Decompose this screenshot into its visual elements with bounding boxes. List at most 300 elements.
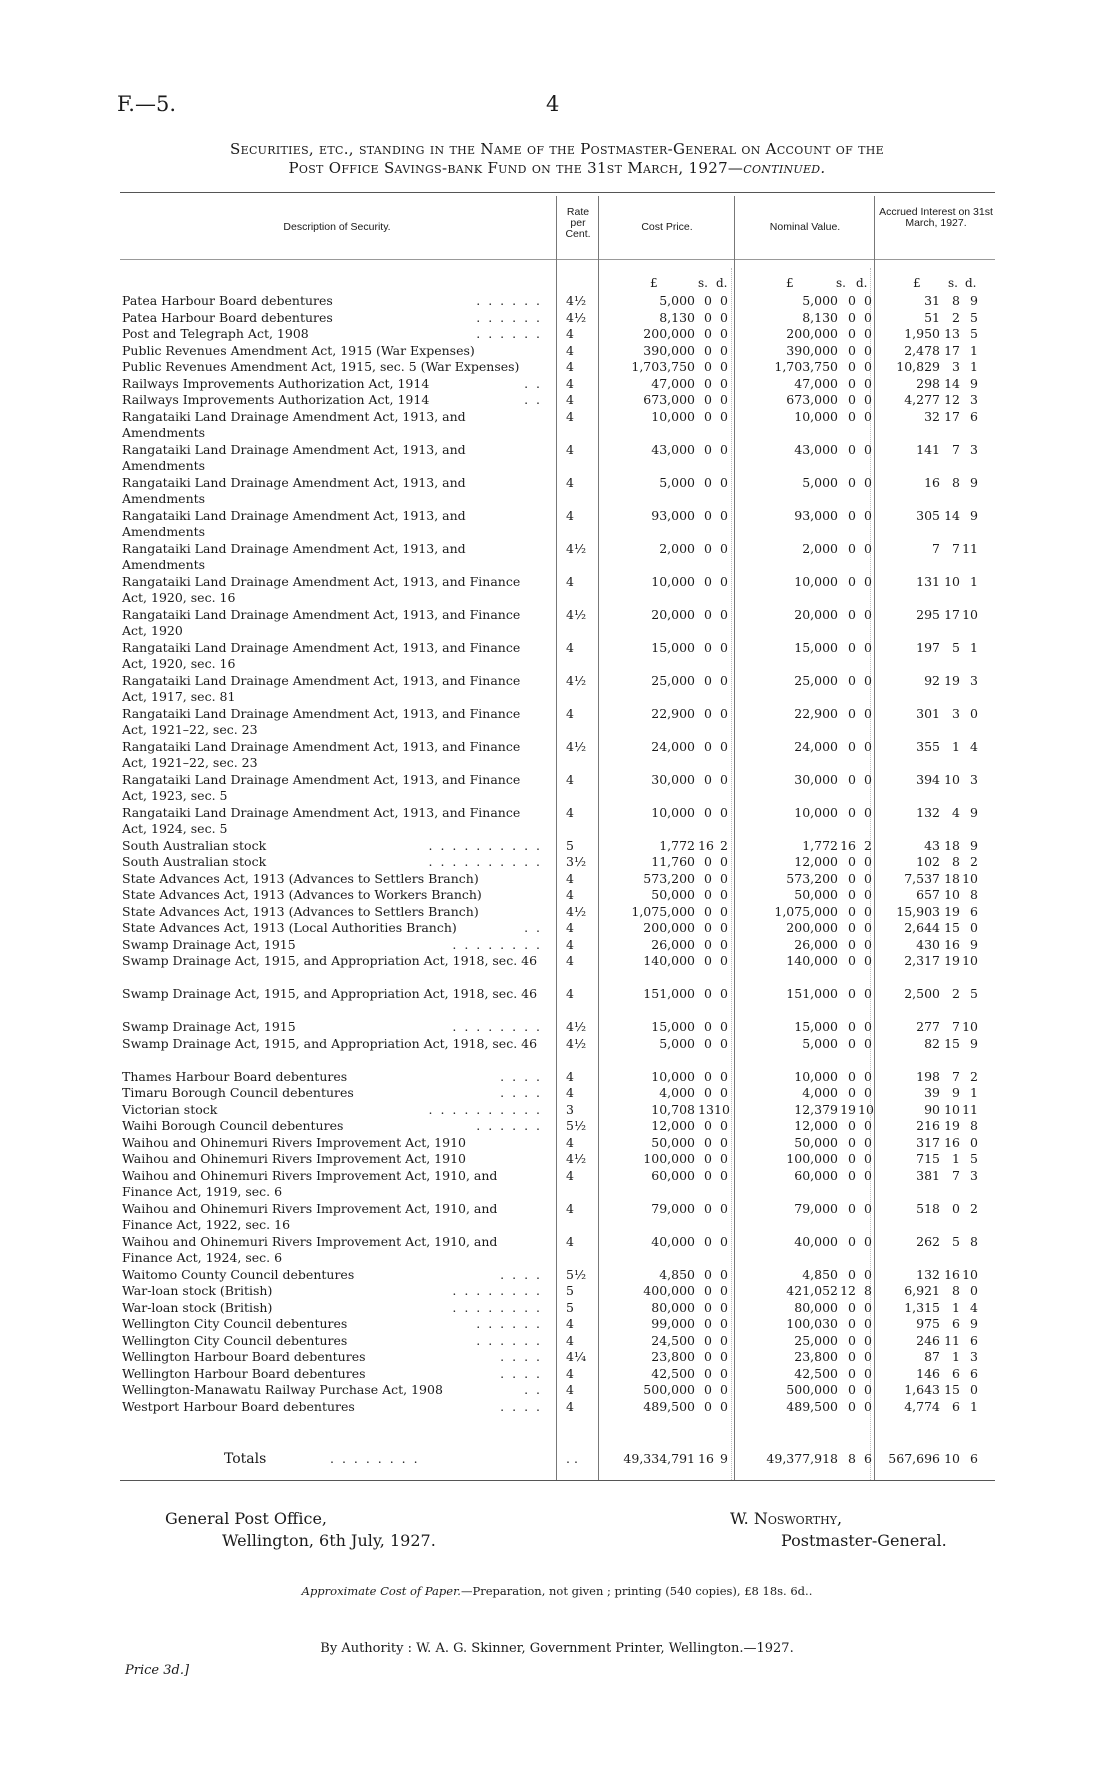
nominal-pence: 0 bbox=[864, 887, 872, 902]
cost-pounds: 673,000 bbox=[643, 392, 695, 407]
cost-pounds: 200,000 bbox=[643, 920, 695, 935]
interest-pence: 1 bbox=[970, 342, 978, 358]
security-description bbox=[122, 409, 542, 442]
interest-pounds: 2,317 bbox=[904, 953, 940, 968]
security-description bbox=[122, 1135, 542, 1152]
cost-pounds: 15,000 bbox=[651, 1019, 695, 1034]
interest-shillings: 6 bbox=[952, 1316, 960, 1331]
nominal-pounds: 100,030 bbox=[786, 1316, 838, 1331]
nominal-shillings: 0 bbox=[848, 1167, 856, 1183]
interest-shillings: 2 bbox=[952, 986, 960, 1001]
nominal-pounds: 93,000 bbox=[794, 507, 838, 523]
security-description-text: South Australian stock bbox=[122, 854, 267, 869]
rate-per-cent: 4 bbox=[566, 771, 574, 787]
cost-shillings: 0 bbox=[704, 953, 712, 968]
cost-pounds: 1,703,750 bbox=[631, 359, 695, 374]
cost-footnote-text: —Preparation, not given ; printing (540 copies), £8 18s. 6d.. bbox=[460, 1584, 813, 1598]
nominal-shillings: 0 bbox=[848, 507, 856, 523]
cost-shillings: 0 bbox=[704, 936, 712, 952]
col-divider bbox=[734, 196, 735, 1480]
security-description-text: Rangataiki Land Drainage Amendment Act, 1913, and Finance Act, 1921–22, sec. 23 bbox=[122, 738, 521, 770]
leader-dots: . . . . bbox=[500, 1085, 542, 1100]
nominal-shillings: 0 bbox=[848, 326, 856, 341]
nominal-pounds: 140,000 bbox=[786, 953, 838, 968]
security-description-text: Thames Harbour Board debentures bbox=[122, 1068, 348, 1084]
cost-shillings: 0 bbox=[704, 1200, 712, 1216]
cost-pence: 0 bbox=[720, 705, 728, 721]
security-description bbox=[122, 920, 542, 937]
cost-pence: 0 bbox=[720, 1349, 728, 1364]
security-description-text: Post and Telegraph Act, 1908 bbox=[122, 326, 309, 341]
leader-dots: . . . . . . . . bbox=[452, 936, 542, 952]
interest-pounds: 246 bbox=[916, 1332, 940, 1348]
rate-per-cent: 4 bbox=[566, 342, 574, 358]
rate-per-cent: 4 bbox=[566, 1316, 574, 1331]
security-description bbox=[122, 871, 542, 888]
interest-pounds: 301 bbox=[916, 705, 940, 721]
security-description-text: Waitomo County Council debentures bbox=[122, 1266, 355, 1282]
leader-dots: . . . . . . bbox=[476, 1332, 542, 1348]
interest-pence: 10 bbox=[962, 870, 978, 886]
nominal-pounds: 8,130 bbox=[802, 309, 838, 325]
cost-pence: 0 bbox=[720, 986, 728, 1001]
nominal-pence: 0 bbox=[864, 540, 872, 556]
interest-pounds: 262 bbox=[916, 1233, 940, 1249]
security-description-text: Railways Improvements Authorization Act, 1914 bbox=[122, 392, 430, 407]
nominal-shillings: 0 bbox=[848, 1035, 856, 1051]
nominal-shillings: 0 bbox=[848, 854, 856, 869]
interest-pounds: 132 bbox=[916, 804, 940, 820]
security-description bbox=[122, 1102, 542, 1119]
interest-shillings: 19 bbox=[944, 1118, 960, 1133]
interest-pounds: 518 bbox=[916, 1200, 940, 1216]
cost-shillings: 0 bbox=[704, 887, 712, 902]
interest-pounds: 15,903 bbox=[896, 903, 940, 919]
nominal-pence: 8 bbox=[864, 1283, 872, 1298]
interest-pounds: 2,644 bbox=[904, 920, 940, 935]
nominal-shillings: 0 bbox=[848, 1266, 856, 1282]
cost-pence: 0 bbox=[720, 1151, 728, 1166]
cost-shillings: 0 bbox=[704, 639, 712, 655]
security-description bbox=[122, 326, 542, 343]
interest-pounds: 2,478 bbox=[904, 342, 940, 358]
interest-shillings: 1 bbox=[952, 738, 960, 754]
nominal-pence: 0 bbox=[864, 507, 872, 523]
nominal-shillings: 0 bbox=[848, 359, 856, 374]
interest-pence: 9 bbox=[970, 1316, 978, 1331]
interest-pounds: 87 bbox=[924, 1349, 940, 1364]
security-description-text: State Advances Act, 1913 (Local Authorities Branch) bbox=[122, 920, 457, 935]
interest-pence: 9 bbox=[970, 474, 978, 490]
cost-pounds: 5,000 bbox=[659, 474, 695, 490]
security-description-text: Patea Harbour Board debentures bbox=[122, 293, 333, 308]
nominal-pounds: 10,000 bbox=[794, 408, 838, 424]
interest-pence: 6 bbox=[970, 408, 978, 424]
cost-shillings: 13 bbox=[698, 1101, 714, 1117]
interest-shillings: 6 bbox=[952, 1398, 960, 1414]
cost-shillings: 0 bbox=[704, 474, 712, 490]
security-description-text: Waihou and Ohinemuri Rivers Improvement Act, 1910 bbox=[122, 1134, 466, 1150]
nominal-pounds: 26,000 bbox=[794, 936, 838, 952]
header-bottom-rule bbox=[120, 259, 995, 260]
interest-shillings: 13 bbox=[944, 326, 960, 341]
interest-pence: 3 bbox=[970, 672, 978, 688]
nominal-pounds: 10,000 bbox=[794, 1068, 838, 1084]
cost-pence: 0 bbox=[720, 474, 728, 490]
interest-pence: 0 bbox=[970, 1283, 978, 1298]
nominal-pence: 0 bbox=[864, 672, 872, 688]
nominal-pounds: 390,000 bbox=[786, 342, 838, 358]
interest-pounds: 295 bbox=[916, 606, 940, 622]
cost-footnote bbox=[100, 1584, 1014, 1598]
nominal-pounds: 40,000 bbox=[794, 1233, 838, 1249]
security-description bbox=[122, 805, 542, 838]
leader-dots: . . . . bbox=[500, 1068, 542, 1084]
nominal-shillings: 0 bbox=[848, 540, 856, 556]
interest-pounds: 1,315 bbox=[904, 1299, 940, 1315]
cost-shillings: 0 bbox=[704, 1382, 712, 1397]
security-description bbox=[122, 1382, 542, 1399]
document-code: F.—5. bbox=[117, 92, 177, 116]
interest-pounds: 355 bbox=[916, 738, 940, 754]
interest-pounds: 10,829 bbox=[896, 359, 940, 374]
cost-pounds: 10,000 bbox=[651, 573, 695, 589]
rate-per-cent: 4 bbox=[566, 326, 574, 341]
nominal-pounds: 5,000 bbox=[802, 293, 838, 308]
security-description bbox=[122, 1168, 542, 1201]
cost-pounds: 23,800 bbox=[651, 1349, 695, 1364]
rate-per-cent: 3½ bbox=[566, 854, 587, 869]
interest-pounds: 90 bbox=[924, 1101, 940, 1117]
nominal-pounds: 421,052 bbox=[786, 1283, 838, 1298]
nominal-pounds: 200,000 bbox=[786, 326, 838, 341]
nominal-pounds: 12,000 bbox=[794, 1118, 838, 1133]
cost-shillings: 0 bbox=[704, 309, 712, 325]
interest-pence: 2 bbox=[970, 1068, 978, 1084]
nominal-pounds: 80,000 bbox=[794, 1299, 838, 1315]
nominal-shillings: 0 bbox=[848, 1085, 856, 1100]
security-description-text: Wellington City Council debentures bbox=[122, 1332, 348, 1348]
cost-pounds: 489,500 bbox=[643, 1398, 695, 1414]
leader-dots: . . bbox=[524, 920, 542, 935]
cost-pounds: 200,000 bbox=[643, 326, 695, 341]
interest-pence: 10 bbox=[962, 1266, 978, 1282]
interest-pounds: 317 bbox=[916, 1134, 940, 1150]
security-description bbox=[122, 1283, 542, 1300]
interest-pence: 11 bbox=[962, 540, 978, 556]
leader-dots: . . . . bbox=[500, 1266, 542, 1282]
interest-pence: 3 bbox=[970, 771, 978, 787]
rate-per-cent: 5 bbox=[566, 1283, 574, 1298]
rate-per-cent: 4 bbox=[566, 408, 574, 424]
interest-pounds: 298 bbox=[916, 375, 940, 391]
security-description-text: Wellington Harbour Board debentures bbox=[122, 1349, 366, 1364]
nominal-pounds: 24,000 bbox=[794, 738, 838, 754]
interest-pounds: 43 bbox=[924, 837, 940, 853]
interest-pence: 9 bbox=[970, 293, 978, 308]
cost-pounds: 12,000 bbox=[651, 1118, 695, 1133]
unit-shilling: s. bbox=[836, 276, 846, 290]
cost-pence: 0 bbox=[720, 1118, 728, 1133]
interest-pounds: 4,774 bbox=[904, 1398, 940, 1414]
security-description-text: Rangataiki Land Drainage Amendment Act, 1913, and Finance Act, 1923, sec. 5 bbox=[122, 771, 521, 803]
title-continued: continued. bbox=[743, 159, 826, 177]
nominal-pence: 10 bbox=[858, 1101, 874, 1117]
cost-shillings: 0 bbox=[704, 920, 712, 935]
rate-per-cent: 4 bbox=[566, 1332, 574, 1348]
interest-shillings: 18 bbox=[944, 837, 960, 853]
cost-shillings: 0 bbox=[704, 672, 712, 688]
cost-pence: 0 bbox=[720, 540, 728, 556]
rate-per-cent: 4 bbox=[566, 1382, 574, 1397]
cost-pounds: 400,000 bbox=[643, 1283, 695, 1298]
cost-pounds: 8,130 bbox=[659, 309, 695, 325]
security-description bbox=[122, 838, 542, 855]
totals-interest-pence: 6 bbox=[970, 1451, 978, 1466]
nominal-shillings: 0 bbox=[848, 1151, 856, 1166]
security-description-text: Public Revenues Amendment Act, 1915, sec. 5 (War Expenses) bbox=[122, 359, 520, 374]
security-description-text: Rangataiki Land Drainage Amendment Act, 1913, and Amendments bbox=[122, 408, 466, 440]
cost-pence: 0 bbox=[720, 507, 728, 523]
security-description bbox=[122, 1151, 542, 1168]
nominal-pounds: 43,000 bbox=[794, 441, 838, 457]
security-description-text: Wellington Harbour Board debentures bbox=[122, 1365, 366, 1381]
nominal-pence: 0 bbox=[864, 870, 872, 886]
nominal-pounds: 673,000 bbox=[786, 392, 838, 407]
security-description bbox=[122, 574, 542, 607]
security-description bbox=[122, 1399, 542, 1416]
security-description-text: Rangataiki Land Drainage Amendment Act, 1913, and Finance Act, 1920, sec. 16 bbox=[122, 573, 521, 605]
unit-shilling: s. bbox=[948, 276, 958, 290]
cost-pounds: 10,000 bbox=[651, 408, 695, 424]
leader-dots: . . . . . . bbox=[476, 326, 542, 341]
nominal-shillings: 0 bbox=[848, 1382, 856, 1397]
cost-pounds: 50,000 bbox=[651, 1134, 695, 1150]
cost-pounds: 24,500 bbox=[651, 1332, 695, 1348]
interest-shillings: 17 bbox=[944, 342, 960, 358]
cost-pounds: 2,000 bbox=[659, 540, 695, 556]
security-description bbox=[122, 475, 542, 508]
security-description bbox=[122, 392, 542, 409]
rate-per-cent: 4½ bbox=[566, 293, 587, 308]
security-description bbox=[122, 854, 542, 871]
cost-pence: 10 bbox=[714, 1101, 730, 1117]
cost-pounds: 93,000 bbox=[651, 507, 695, 523]
interest-pence: 6 bbox=[970, 903, 978, 919]
interest-shillings: 3 bbox=[952, 705, 960, 721]
nominal-shillings: 0 bbox=[848, 1365, 856, 1381]
cost-pounds: 20,000 bbox=[651, 606, 695, 622]
nominal-pence: 0 bbox=[864, 854, 872, 869]
page-number: 4 bbox=[546, 92, 560, 116]
interest-pence: 6 bbox=[970, 1365, 978, 1381]
cost-shillings: 0 bbox=[704, 738, 712, 754]
interest-pounds: 4,277 bbox=[904, 392, 940, 407]
unit-pound: £ bbox=[650, 276, 658, 290]
cost-shillings: 0 bbox=[704, 342, 712, 358]
cost-pounds: 40,000 bbox=[651, 1233, 695, 1249]
cost-shillings: 0 bbox=[704, 705, 712, 721]
cost-pounds: 100,000 bbox=[643, 1151, 695, 1166]
security-description-text: Westport Harbour Board debentures bbox=[122, 1398, 355, 1414]
cost-shillings: 0 bbox=[704, 441, 712, 457]
nominal-shillings: 0 bbox=[848, 1398, 856, 1414]
cost-pence: 0 bbox=[720, 953, 728, 968]
leader-dots: . . . . bbox=[500, 1365, 542, 1381]
rate-per-cent: 3 bbox=[566, 1101, 574, 1117]
cost-shillings: 0 bbox=[704, 870, 712, 886]
interest-shillings: 19 bbox=[944, 953, 960, 968]
cost-pounds: 80,000 bbox=[651, 1299, 695, 1315]
security-description bbox=[122, 1036, 542, 1053]
interest-shillings: 10 bbox=[944, 887, 960, 902]
rate-per-cent: 4 bbox=[566, 936, 574, 952]
interest-pence: 4 bbox=[970, 738, 978, 754]
nominal-pence: 0 bbox=[864, 1167, 872, 1183]
nominal-pence: 0 bbox=[864, 293, 872, 308]
cost-shillings: 0 bbox=[704, 804, 712, 820]
cost-shillings: 0 bbox=[704, 1167, 712, 1183]
interest-pence: 5 bbox=[970, 326, 978, 341]
interest-shillings: 8 bbox=[952, 1283, 960, 1298]
cost-pounds: 99,000 bbox=[651, 1316, 695, 1331]
interest-pence: 10 bbox=[962, 1019, 978, 1034]
nominal-pence: 0 bbox=[864, 1134, 872, 1150]
nominal-pounds: 30,000 bbox=[794, 771, 838, 787]
interest-pounds: 82 bbox=[924, 1035, 940, 1051]
interest-shillings: 1 bbox=[952, 1299, 960, 1315]
interest-shillings: 3 bbox=[952, 359, 960, 374]
cost-pence: 0 bbox=[720, 1283, 728, 1298]
interest-pounds: 1,643 bbox=[904, 1382, 940, 1397]
nominal-pence: 0 bbox=[864, 1382, 872, 1397]
security-description-text: Waihou and Ohinemuri Rivers Improvement Act, 1910, and Finance Act, 1919, sec. 6 bbox=[122, 1167, 498, 1199]
nominal-shillings: 16 bbox=[840, 837, 856, 853]
unit-pound: £ bbox=[786, 276, 794, 290]
totals-interest-pounds: 567,696 bbox=[888, 1451, 940, 1466]
security-description-text: Railways Improvements Authorization Act, 1914 bbox=[122, 375, 430, 391]
interest-shillings: 16 bbox=[944, 1266, 960, 1282]
cost-pence: 0 bbox=[720, 672, 728, 688]
unit-pence: d. bbox=[716, 276, 728, 290]
nominal-shillings: 0 bbox=[848, 293, 856, 308]
nominal-pence: 0 bbox=[864, 953, 872, 968]
nominal-pounds: 15,000 bbox=[794, 1019, 838, 1034]
security-description-text: State Advances Act, 1913 (Advances to Settlers Branch) bbox=[122, 870, 479, 886]
security-description-text: State Advances Act, 1913 (Advances to Workers Branch) bbox=[122, 887, 482, 902]
security-description bbox=[122, 1234, 542, 1267]
totals-rate: . . bbox=[566, 1451, 578, 1466]
interest-pence: 9 bbox=[970, 804, 978, 820]
totals-nominal-shillings: 8 bbox=[848, 1451, 856, 1466]
interest-pounds: 305 bbox=[916, 507, 940, 523]
interest-pence: 9 bbox=[970, 936, 978, 952]
interest-pounds: 32 bbox=[924, 408, 940, 424]
authority-line: By Authority : W. A. G. Skinner, Government Printer, Wellington.—1927. bbox=[320, 1641, 794, 1656]
interest-pence: 4 bbox=[970, 1299, 978, 1315]
title-line-2: Post Office Savings-bank Fund on the 31st March, 1927—continued. bbox=[288, 159, 826, 177]
cost-pence: 0 bbox=[720, 1019, 728, 1034]
nominal-pence: 0 bbox=[864, 392, 872, 407]
leader-dots: . . bbox=[524, 392, 542, 407]
nominal-shillings: 0 bbox=[848, 1349, 856, 1364]
signature-place-date: Wellington, 6th July, 1927. bbox=[222, 1531, 436, 1550]
cost-pence: 0 bbox=[720, 1316, 728, 1331]
security-description bbox=[122, 986, 542, 1003]
interest-pence: 8 bbox=[970, 1118, 978, 1133]
nominal-pounds: 1,703,750 bbox=[774, 359, 838, 374]
interest-shillings: 15 bbox=[944, 1035, 960, 1051]
interest-pence: 2 bbox=[970, 854, 978, 869]
cost-pounds: 10,000 bbox=[651, 1068, 695, 1084]
nominal-pence: 0 bbox=[864, 771, 872, 787]
nominal-shillings: 0 bbox=[848, 936, 856, 952]
leader-dots: . . . . . . . . bbox=[452, 1299, 542, 1315]
leader-dots: . . . . . . . . bbox=[452, 1019, 542, 1034]
interest-shillings: 14 bbox=[944, 375, 960, 391]
cost-pence: 0 bbox=[720, 1233, 728, 1249]
nominal-pence: 0 bbox=[864, 326, 872, 341]
nominal-shillings: 0 bbox=[848, 804, 856, 820]
rate-per-cent: 4 bbox=[566, 1398, 574, 1414]
cost-shillings: 0 bbox=[704, 326, 712, 341]
cost-pounds: 43,000 bbox=[651, 441, 695, 457]
security-description-text: Rangataiki Land Drainage Amendment Act, 1913, and Amendments bbox=[122, 474, 466, 506]
cost-pounds: 140,000 bbox=[643, 953, 695, 968]
cost-pounds: 47,000 bbox=[651, 375, 695, 391]
col-header-cost: Cost Price. bbox=[641, 221, 693, 233]
security-description-text: Rangataiki Land Drainage Amendment Act, 1913, and Finance Act, 1921–22, sec. 23 bbox=[122, 705, 521, 737]
nominal-pence: 0 bbox=[864, 1085, 872, 1100]
rate-per-cent: 4 bbox=[566, 1200, 574, 1216]
cost-shillings: 0 bbox=[704, 854, 712, 869]
cost-shillings: 0 bbox=[704, 606, 712, 622]
security-description-text: Waihou and Ohinemuri Rivers Improvement Act, 1910, and Finance Act, 1924, sec. 6 bbox=[122, 1233, 498, 1265]
cost-pence: 0 bbox=[720, 359, 728, 374]
cost-shillings: 0 bbox=[704, 1134, 712, 1150]
security-description-text: Swamp Drainage Act, 1915, and Appropriation Act, 1918, sec. 46 bbox=[122, 1035, 538, 1051]
nominal-shillings: 0 bbox=[848, 1316, 856, 1331]
col-header-interest: Accrued Interest on 31st March, 1927. bbox=[879, 206, 993, 229]
nominal-pounds: 5,000 bbox=[802, 474, 838, 490]
rate-per-cent: 4 bbox=[566, 639, 574, 655]
nominal-pounds: 42,500 bbox=[794, 1365, 838, 1381]
nominal-pounds: 10,000 bbox=[794, 804, 838, 820]
nominal-shillings: 19 bbox=[840, 1101, 856, 1117]
interest-pence: 0 bbox=[970, 1134, 978, 1150]
rate-per-cent: 4 bbox=[566, 887, 574, 902]
interest-shillings: 7 bbox=[952, 441, 960, 457]
interest-pence: 6 bbox=[970, 1332, 978, 1348]
nominal-pounds: 22,900 bbox=[794, 705, 838, 721]
cost-shillings: 0 bbox=[704, 1365, 712, 1381]
price-label: Price 3d.] bbox=[125, 1663, 190, 1678]
interest-pence: 10 bbox=[962, 953, 978, 968]
rate-per-cent: 4½ bbox=[566, 1019, 587, 1034]
cost-pence: 0 bbox=[720, 804, 728, 820]
nominal-pence: 0 bbox=[864, 309, 872, 325]
cost-pence: 0 bbox=[720, 573, 728, 589]
nominal-shillings: 0 bbox=[848, 1134, 856, 1150]
cost-shillings: 0 bbox=[704, 1398, 712, 1414]
rate-per-cent: 4½ bbox=[566, 738, 587, 754]
rate-per-cent: 4 bbox=[566, 953, 574, 968]
page-title bbox=[120, 140, 994, 178]
interest-shillings: 1 bbox=[952, 1349, 960, 1364]
title-line-1: Securities, etc., standing in the Name of the Postmaster-General on Account of the bbox=[230, 140, 884, 158]
rate-per-cent: 4 bbox=[566, 1068, 574, 1084]
interest-pounds: 2,500 bbox=[904, 986, 940, 1001]
